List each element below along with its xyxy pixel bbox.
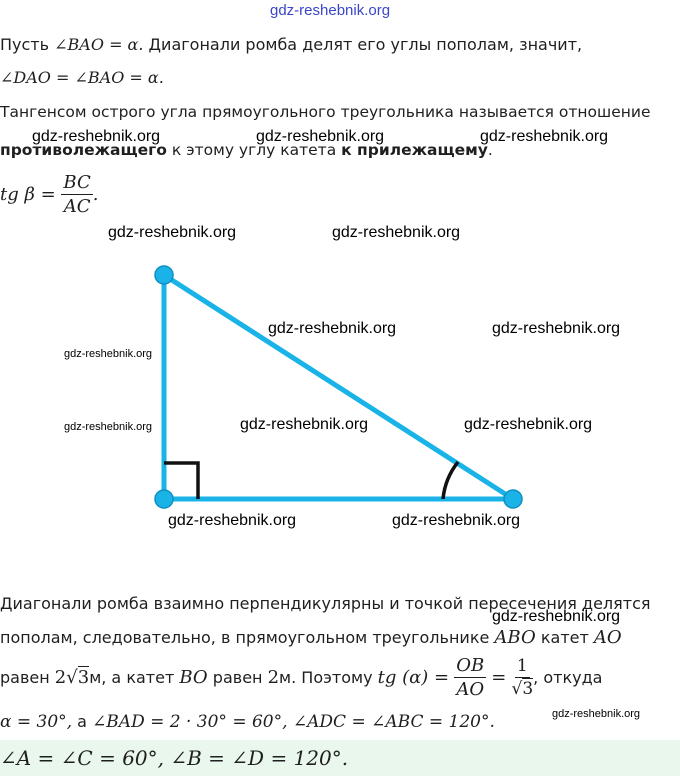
fraction-denominator: 3: [522, 678, 534, 699]
text: Пусть: [0, 35, 50, 54]
watermark: gdz-reshebnik.org: [480, 128, 609, 145]
math-angle-dao: ∠DAO = ∠BAO = α.: [0, 68, 164, 87]
bold-term: противолежащего: [0, 141, 167, 159]
vertex-bottom-left: [155, 490, 173, 508]
watermark: gdz-reshebnik.org: [240, 416, 369, 433]
text: равен: [212, 667, 263, 687]
paragraph-4-line-2: [0, 628, 622, 648]
paragraph-4-line-4: [0, 712, 495, 732]
fraction-numerator: BC: [63, 172, 91, 193]
text: .: [487, 141, 493, 159]
text: , откуда: [533, 667, 603, 687]
math-two: 2: [54, 666, 67, 688]
text: пополам, следовательно, в прямоугольном треугольнике: [0, 628, 490, 647]
bold-term: к прилежащему: [341, 141, 488, 159]
math-angles: ∠BAD = 2 · 30° = 60°, ∠ADC = ∠ABC = 120°.: [92, 712, 495, 732]
math-three: 3: [77, 667, 90, 688]
watermark: gdz-reshebnik.org: [64, 421, 153, 433]
paragraph-3-line-1: Тангенсом острого угла прямоугольного треугольника называется отношение: [0, 103, 651, 121]
text: равен: [0, 667, 50, 687]
text: а: [72, 712, 93, 731]
sqrt-symbol: √: [511, 678, 523, 699]
sqrt-symbol: √: [66, 666, 78, 688]
watermark: gdz-reshebnik.org: [268, 320, 397, 337]
triangle-shape: [164, 275, 513, 499]
paragraph-4-line-1: Диагонали ромба взаимно перпендикулярны и точкой пересечения делятся: [0, 594, 651, 613]
watermark: gdz-reshebnik.org: [64, 348, 153, 360]
watermark: gdz-reshebnik.org: [552, 708, 641, 720]
fraction-denominator: AC: [63, 196, 91, 217]
formula-lhs: tg β =: [0, 184, 56, 205]
angle-arc: [443, 462, 458, 499]
vertex-bottom-right: [504, 490, 522, 508]
fraction-numerator: 1: [516, 655, 528, 676]
math-abo: ABO: [494, 627, 536, 648]
fraction-denominator-wrapper: [511, 678, 533, 699]
text: Диагонали ромба делят его углы пополам, значит,: [148, 35, 583, 54]
text: катет: [540, 628, 589, 647]
watermark: gdz-reshebnik.org: [492, 320, 621, 337]
math-angle-bao: ∠BAO = α.: [54, 35, 144, 54]
equals-sign: =: [491, 666, 507, 688]
watermark: gdz-reshebnik.org: [32, 128, 161, 145]
fraction-ob-ao: [454, 655, 486, 700]
text: м, а катет: [89, 667, 175, 687]
paragraph-4-line-3: [0, 655, 602, 699]
text: к этому углу катета: [166, 141, 342, 159]
watermark: gdz-reshebnik.org: [332, 224, 461, 241]
math-two: 2: [267, 666, 280, 688]
watermark: gdz-reshebnik.org: [256, 128, 385, 145]
watermark: gdz-reshebnik.org: [392, 512, 521, 529]
watermark: gdz-reshebnik.org: [168, 512, 297, 529]
fraction-numerator: OB: [456, 654, 485, 676]
formula-tail: .: [92, 184, 99, 205]
site-watermark-top[interactable]: gdz-reshebnik.org: [270, 2, 391, 19]
answer-box: [0, 740, 680, 776]
watermark: gdz-reshebnik.org: [492, 608, 621, 625]
math-bo: BO: [179, 666, 208, 688]
math-alpha-30: α = 30°,: [0, 712, 73, 732]
answer-text: ∠A = ∠C = 60°, ∠B = ∠D = 120°.: [0, 746, 349, 770]
vertex-top: [155, 266, 173, 284]
fraction-one-sqrt3: [511, 656, 533, 699]
text: м. Поэтому: [279, 667, 373, 687]
math-ao: AO: [593, 627, 622, 648]
watermark: gdz-reshebnik.org: [108, 224, 237, 241]
math-tg-alpha: tg (α) =: [377, 666, 450, 688]
fraction-denominator: AO: [456, 678, 485, 700]
watermark: gdz-reshebnik.org: [464, 416, 593, 433]
